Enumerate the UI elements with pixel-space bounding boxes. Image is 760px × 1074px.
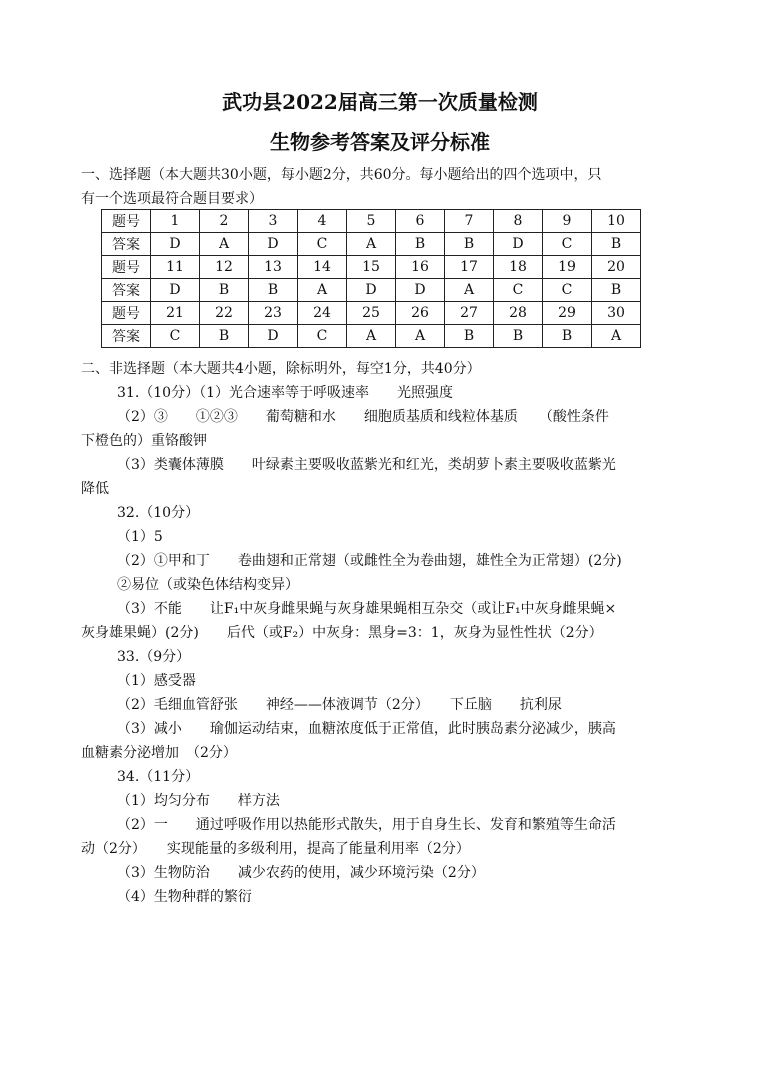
answer-line: 动（2分） 实现能量的多级利用，提高了能量利用率（2分） [81, 841, 470, 857]
table-cell: 11 [151, 256, 200, 279]
row-header-cell: 题号 [102, 256, 151, 279]
answer-line: （1）5 [117, 529, 163, 545]
answer-line: ②易位（或染色体结构变异） [117, 577, 299, 593]
table-cell: 12 [200, 256, 249, 279]
answer-line: 31.（10分）（1）光合速率等于呼吸速率 光照强度 [117, 385, 453, 401]
table-cell: A [347, 325, 396, 348]
table-cell: 28 [494, 302, 543, 325]
table-cell: 19 [543, 256, 592, 279]
section2-heading: 二、非选择题（本大题共4小题，除标明外，每空1分，共40分） [81, 361, 481, 377]
answer-line: （3）生物防治 减少农药的使用，减少环境污染（2分） [117, 865, 485, 881]
page-subtitle: 生物参考答案及评分标准 [270, 130, 490, 154]
table-cell: B [200, 279, 249, 302]
table-row [102, 279, 641, 302]
answer-line: 32.（10分） [117, 505, 200, 521]
table-cell: 14 [298, 256, 347, 279]
table-cell: 21 [151, 302, 200, 325]
table-cell: 29 [543, 302, 592, 325]
row-header-cell: 答案 [102, 325, 151, 348]
table-row [102, 325, 641, 348]
row-header-cell: 题号 [102, 302, 151, 325]
table-cell: 10 [592, 210, 641, 233]
table-cell: 18 [494, 256, 543, 279]
table-cell: D [151, 233, 200, 256]
table-cell: 13 [249, 256, 298, 279]
table-cell: C [543, 233, 592, 256]
table-cell: 22 [200, 302, 249, 325]
table-cell: 16 [396, 256, 445, 279]
answer-line: 下橙色的）重铬酸钾 [81, 433, 207, 449]
table-cell: 26 [396, 302, 445, 325]
table-cell: B [396, 233, 445, 256]
table-cell: C [298, 325, 347, 348]
table-cell: B [445, 325, 494, 348]
table-cell: A [200, 233, 249, 256]
table-cell: B [249, 279, 298, 302]
table-cell: 1 [151, 210, 200, 233]
table-row [102, 233, 641, 256]
table-cell: 7 [445, 210, 494, 233]
answer-line: （3）不能 让F₁中灰身雌果蝇与灰身雄果蝇相互杂交（或让F₁中灰身雌果蝇× [117, 601, 617, 617]
row-header-cell: 答案 [102, 233, 151, 256]
page-title: 武功县2022届高三第一次质量检测 [222, 90, 538, 114]
table-cell: 5 [347, 210, 396, 233]
table-cell: A [298, 279, 347, 302]
table-cell: 6 [396, 210, 445, 233]
table-cell: 17 [445, 256, 494, 279]
answer-line: （1）均匀分布 样方法 [117, 793, 280, 809]
answer-line: （2）①甲和丁 卷曲翅和正常翅（或雌性全为卷曲翅，雄性全为正常翅）(2分) [117, 553, 622, 569]
table-cell: 2 [200, 210, 249, 233]
table-cell: D [494, 233, 543, 256]
table-cell: 27 [445, 302, 494, 325]
table-cell: 3 [249, 210, 298, 233]
answer-line: 降低 [81, 481, 109, 497]
answer-line: （3）减小 瑜伽运动结束，血糖浓度低于正常值，此时胰岛素分泌减少，胰高 [117, 721, 616, 737]
table-cell: D [151, 279, 200, 302]
table-cell: 15 [347, 256, 396, 279]
table-cell: 20 [592, 256, 641, 279]
row-header-cell: 答案 [102, 279, 151, 302]
answer-line: 34.（11分） [117, 769, 200, 785]
table-cell: A [396, 325, 445, 348]
table-cell: B [592, 233, 641, 256]
answer-line: （2）毛细血管舒张 神经——体液调节（2分） 下丘脑 抗利尿 [117, 697, 562, 713]
table-cell: B [494, 325, 543, 348]
table-cell: D [249, 233, 298, 256]
table-cell: D [396, 279, 445, 302]
answer-table [101, 209, 641, 348]
table-cell: A [592, 325, 641, 348]
table-cell: 23 [249, 302, 298, 325]
table-cell: B [200, 325, 249, 348]
table-cell: C [298, 233, 347, 256]
table-cell: 25 [347, 302, 396, 325]
answer-line: （1）感受器 [117, 673, 196, 689]
table-cell: B [592, 279, 641, 302]
answer-line: （2）一 通过呼吸作用以热能形式散失，用于自身生长、发育和繁殖等生命活 [117, 817, 616, 833]
table-cell: A [445, 279, 494, 302]
table-cell: 9 [543, 210, 592, 233]
section1-heading-line1: 一、选择题（本大题共30小题，每小题2分，共60分。每小题给出的四个选项中，只 [81, 167, 602, 183]
table-cell: C [543, 279, 592, 302]
answer-line: （4）生物种群的繁衍 [117, 889, 252, 905]
answer-line: （3）类囊体薄膜 叶绿素主要吸收蓝紫光和红光，类胡萝卜素主要吸收蓝紫光 [117, 457, 616, 473]
table-cell: C [151, 325, 200, 348]
table-cell: C [494, 279, 543, 302]
table-row [102, 256, 641, 279]
table-cell: 8 [494, 210, 543, 233]
table-row [102, 210, 641, 233]
answer-line: 灰身雄果蝇）(2分) 后代（或F₂）中灰身：黑身=3：1，灰身为显性性状（2分） [81, 625, 603, 641]
table-cell: 24 [298, 302, 347, 325]
table-cell: 4 [298, 210, 347, 233]
table-cell: D [249, 325, 298, 348]
answer-line: 33.（9分） [117, 649, 191, 665]
table-cell: 30 [592, 302, 641, 325]
table-cell: B [445, 233, 494, 256]
row-header-cell: 题号 [102, 210, 151, 233]
answer-line: （2）③ ①②③ 葡萄糖和水 细胞质基质和线粒体基质 （酸性条件 [117, 409, 609, 425]
table-cell: A [347, 233, 396, 256]
section1-heading-line2: 有一个选项最符合题目要求） [81, 191, 263, 207]
table-row [102, 302, 641, 325]
answer-line: 血糖素分泌增加 （2分） [81, 745, 237, 761]
table-cell: B [543, 325, 592, 348]
table-cell: D [347, 279, 396, 302]
